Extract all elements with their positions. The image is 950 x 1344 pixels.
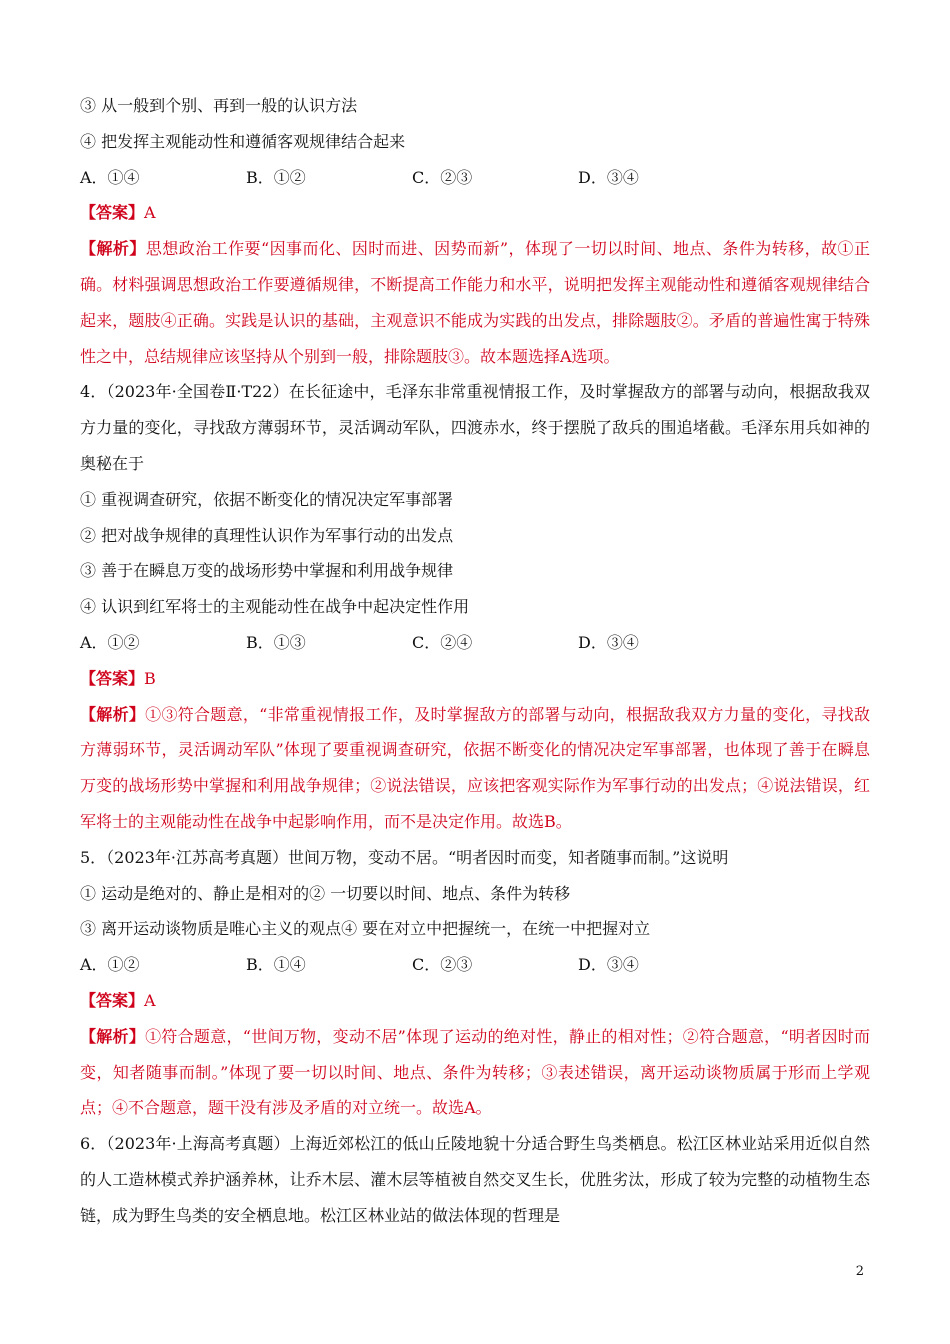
q4-option-2: ② 把对战争规律的真理性认识作为军事行动的出发点 — [80, 525, 454, 545]
analysis-label: 【解析】 — [80, 1026, 146, 1046]
q5-choice-a: A．①② — [80, 955, 140, 975]
q3-choices — [80, 160, 870, 196]
q3-choice-c: C．②③ — [412, 167, 473, 187]
analysis-text: ①③符合题意，“非常重视情报工作，及时掌握敌方的部署与动向，根据敌我双方力量的变化，寻找敌方薄弱环节，灵活调动军队”体现了要重视调查研究，依据不断变化的情况决定军事部署，也体现了善于在瞬息万变的战场形势中掌握和利用战争规律；②说法错误，应该把客观实际作为军事行动的出发点；④说法错误，红军将士的主观能动性在战争中起影响作用，而不是决定作用。故选B。 — [80, 704, 870, 831]
q4-choice-d: D．③④ — [578, 632, 639, 652]
q3-option-3: ③ 从一般到个别、再到一般的认识方法 — [80, 96, 358, 115]
q5-choices — [80, 947, 870, 983]
q3-answer — [80, 195, 870, 231]
q4-choice-b: B．①③ — [246, 632, 306, 652]
q5-choice-b: B．①④ — [246, 955, 306, 975]
q4-choice-a: A．①② — [80, 632, 140, 652]
analysis-label: 【解析】 — [80, 239, 146, 259]
q4-choices — [80, 625, 870, 661]
q3-analysis — [80, 231, 870, 374]
q5-answer — [80, 983, 870, 1019]
q5-choice-c: C．②③ — [412, 955, 473, 975]
q5-stem: 5．（2023年·江苏高考真题）世间万物，变动不居。“明者因时而变，知者随事而制。”这说明 — [80, 847, 729, 867]
document-page — [80, 88, 870, 1234]
page-number: 2 — [855, 1264, 864, 1279]
answer-label: 【答案】 — [80, 668, 145, 688]
q4-choice-c: C．②④ — [412, 632, 473, 652]
q3-choice-d: D．③④ — [578, 167, 639, 187]
q4-answer — [80, 661, 870, 697]
q4-option-4: ④ 认识到红军将士的主观能动性在战争中起决定性作用 — [80, 597, 470, 617]
q3-option-4: ④ 把发挥主观能动性和遵循客观规律结合起来 — [80, 131, 406, 151]
q5-options-3-4: ③ 离开运动谈物质是唯心主义的观点④ 要在对立中把握统一，在统一中把握对立 — [80, 919, 651, 939]
answer-value: B — [144, 668, 156, 688]
q4-option-3: ③ 善于在瞬息万变的战场形势中掌握和利用战争规律 — [80, 561, 454, 581]
q3-choice-a: A．①④ — [80, 167, 140, 187]
q6-stem: 6．（2023年·上海高考真题）上海近郊松江的低山丘陵地貌十分适合野生鸟类栖息。松江区林业站采用近似自然的人工造林模式养护涵养林，让乔木层、灌木层等植被自然交叉生长，优胜劣汰，形成了较为完整的动植物生态链，成为野生鸟类的安全栖息地。松江区林业站的做法体现的哲理是 — [80, 1134, 870, 1225]
analysis-text: ①符合题意，“世间万物，变动不居”体现了运动的绝对性，静止的相对性；②符合题意，“明者因时而变，知者随事而制。”体现了要一切以时间、地点、条件为转移；③表述错误，离开运动谈物质属于形而上学观点；④不合题意，题干没有涉及矛盾的对立统一。故选A。 — [80, 1026, 870, 1118]
q4-analysis — [80, 697, 870, 840]
analysis-text: 思想政治工作要“因事而化、因时而进、因势而新”，体现了一切以时间、地点、条件为转移，故①正确。材料强调思想政治工作要遵循规律，不断提高工作能力和水平，说明把发挥主观能动性和遵循客观规律结合起来，题肢④正确。实践是认识的基础，主观意识不能成为实践的出发点，排除题肢②。矛盾的普遍性寓于特殊性之中，总结规律应该坚持从个别到一般，排除题肢③。故本题选择A选项。 — [80, 239, 870, 366]
q5-choice-d: D．③④ — [578, 955, 639, 975]
answer-label: 【答案】 — [80, 203, 145, 223]
q5-analysis — [80, 1019, 870, 1126]
q3-choice-b: B．①② — [246, 167, 306, 187]
answer-value: A — [144, 990, 156, 1010]
q5-options-1-2: ① 运动是绝对的、静止是相对的② 一切要以时间、地点、条件为转移 — [80, 883, 571, 903]
q4-stem: 4．（2023年·全国卷Ⅱ·T22）在长征途中，毛泽东非常重视情报工作，及时掌握敌方的部署与动向，根据敌我双方力量的变化，寻找敌方薄弱环节，灵活调动军队，四渡赤水，终于摆脱了敌兵的围追堵截。毛泽东用兵如神的奥秘在于 — [80, 382, 870, 473]
answer-label: 【答案】 — [80, 990, 145, 1010]
answer-value: A — [144, 203, 156, 223]
analysis-label: 【解析】 — [80, 704, 146, 724]
q4-option-1: ① 重视调查研究，依据不断变化的情况决定军事部署 — [80, 489, 454, 509]
